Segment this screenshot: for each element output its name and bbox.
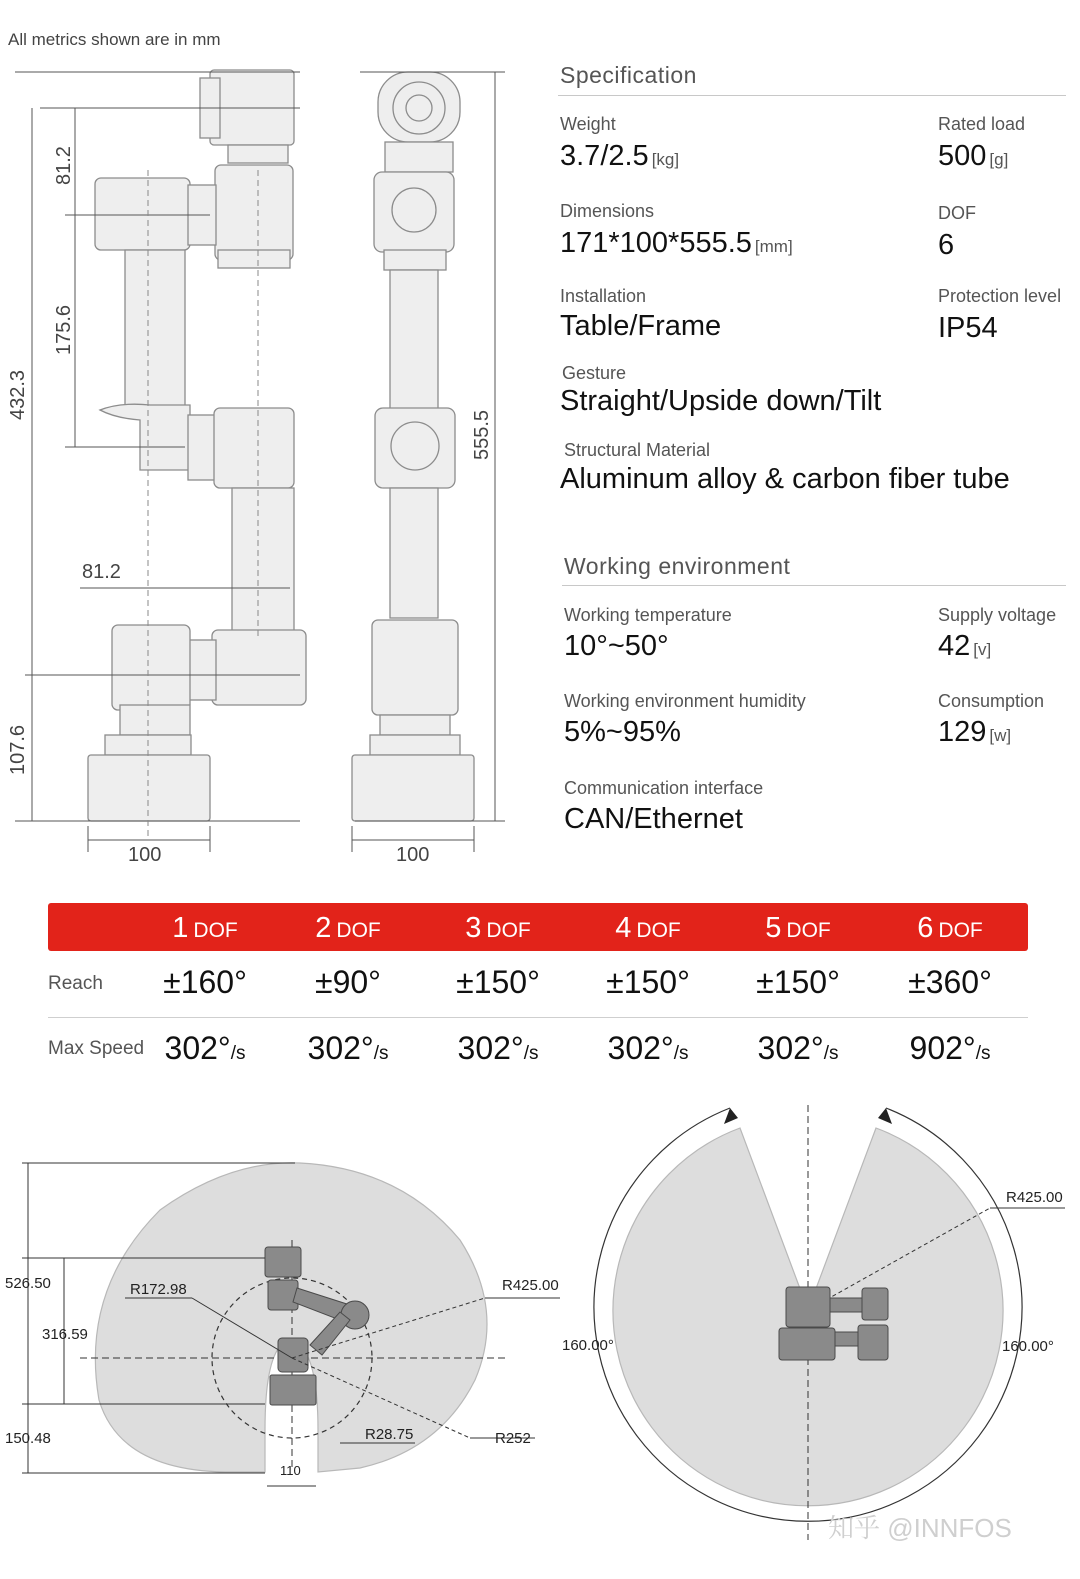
installation-value: Table/Frame — [560, 310, 722, 342]
speed-value-5: 302°/s — [757, 1030, 839, 1066]
speed-value-6: 902°/s — [909, 1030, 991, 1066]
material-value: Aluminum alloy & carbon fiber tube — [560, 463, 1010, 495]
dim-81-2-vertical: 81.2 — [53, 146, 75, 185]
radius-172-98: R172.98 — [130, 1281, 187, 1298]
speed-value-4: 302°/s — [607, 1030, 689, 1066]
reach-value-5: ±150° — [756, 964, 840, 1000]
angle-160-right: 160.00° — [1002, 1338, 1054, 1355]
rated-load-label: Rated load — [938, 114, 1026, 134]
units-note: All metrics shown are in mm — [8, 30, 221, 49]
top-workspace-diagram — [560, 1095, 1080, 1579]
reach-value-3: ±150° — [456, 964, 540, 1000]
reach-value-2: ±90° — [315, 964, 381, 1000]
interface-value: CAN/Ethernet — [564, 803, 743, 835]
radius-425-right: R425.00 — [1006, 1189, 1063, 1206]
speed-value-3: 302°/s — [457, 1030, 539, 1066]
dim-555-5: 555.5 — [471, 409, 493, 460]
reach-value-1: ±160° — [163, 964, 247, 1000]
dimensions-value: 171*100*555.5 [mm] — [560, 227, 793, 259]
reach-envelope — [95, 1163, 487, 1472]
dof-header-5: 5 DOF — [765, 912, 831, 944]
humidity-label: Working environment humidity — [564, 691, 806, 711]
gesture-label: Gesture — [562, 363, 627, 383]
dim-81-2-horizontal: 81.2 — [82, 561, 121, 583]
dof-label: DOF — [938, 203, 976, 223]
dof-table-divider — [48, 1017, 1028, 1018]
consumption-label: Consumption — [938, 691, 1045, 711]
environment-divider — [562, 585, 1066, 586]
dof-header-6: 6 DOF — [917, 912, 983, 944]
installation-label: Installation — [560, 286, 647, 306]
specification-divider — [558, 95, 1066, 96]
dof-header-2: 2 DOF — [315, 912, 381, 944]
weight-label: Weight — [560, 114, 616, 134]
dim-100-right: 100 — [396, 844, 430, 866]
speed-value-1: 302°/s — [164, 1030, 246, 1066]
radius-28-75: R28.75 — [365, 1426, 414, 1443]
humidity-value: 5%~95% — [564, 716, 681, 748]
environment-title: Working environment — [564, 553, 791, 579]
radius-252: R252 — [495, 1430, 531, 1447]
speed-value-2: 302°/s — [307, 1030, 389, 1066]
temperature-value: 10°~50° — [564, 630, 669, 662]
specification-title: Specification — [560, 62, 697, 88]
voltage-label: Supply voltage — [938, 605, 1057, 625]
protection-label: Protection level — [938, 286, 1062, 306]
dim-432-3: 432.3 — [7, 369, 29, 420]
dim-526-50: 526.50 — [5, 1275, 51, 1292]
consumption-value: 129 [w] — [938, 716, 1012, 748]
dim-316-59: 316.59 — [42, 1326, 88, 1343]
dimensions-label: Dimensions — [560, 201, 655, 221]
protection-value: IP54 — [938, 312, 998, 344]
dim-100-left: 100 — [128, 844, 162, 866]
robot-dimension-drawing — [0, 60, 530, 880]
reach-row-label: Reach — [48, 973, 103, 994]
dim-110: 110 — [280, 1463, 301, 1478]
speed-row-label: Max Speed — [48, 1038, 145, 1059]
rated-load-value: 500 [g] — [938, 140, 1009, 172]
dof-value: 6 — [938, 229, 955, 261]
angle-160-left: 160.00° — [562, 1337, 614, 1354]
voltage-value: 42 [v] — [938, 630, 992, 662]
side-workspace-diagram — [0, 1140, 560, 1579]
dof-header-4: 4 DOF — [615, 912, 681, 944]
reach-value-6: ±360° — [908, 964, 992, 1000]
material-label: Structural Material — [564, 440, 711, 460]
radius-425-left: R425.00 — [502, 1277, 559, 1294]
dof-header-1: 1 DOF — [172, 912, 238, 944]
reach-value-4: ±150° — [606, 964, 690, 1000]
dof-header-3: 3 DOF — [465, 912, 531, 944]
gesture-value: Straight/Upside down/Tilt — [560, 385, 882, 417]
weight-value: 3.7/2.5 [kg] — [560, 140, 680, 172]
temperature-label: Working temperature — [564, 605, 732, 625]
interface-label: Communication interface — [564, 778, 764, 798]
dim-150-48: 150.48 — [5, 1430, 51, 1447]
dim-107-6: 107.6 — [7, 724, 29, 775]
watermark: 知乎 @INNFOS — [828, 1513, 1012, 1543]
dim-175-6: 175.6 — [53, 304, 75, 355]
